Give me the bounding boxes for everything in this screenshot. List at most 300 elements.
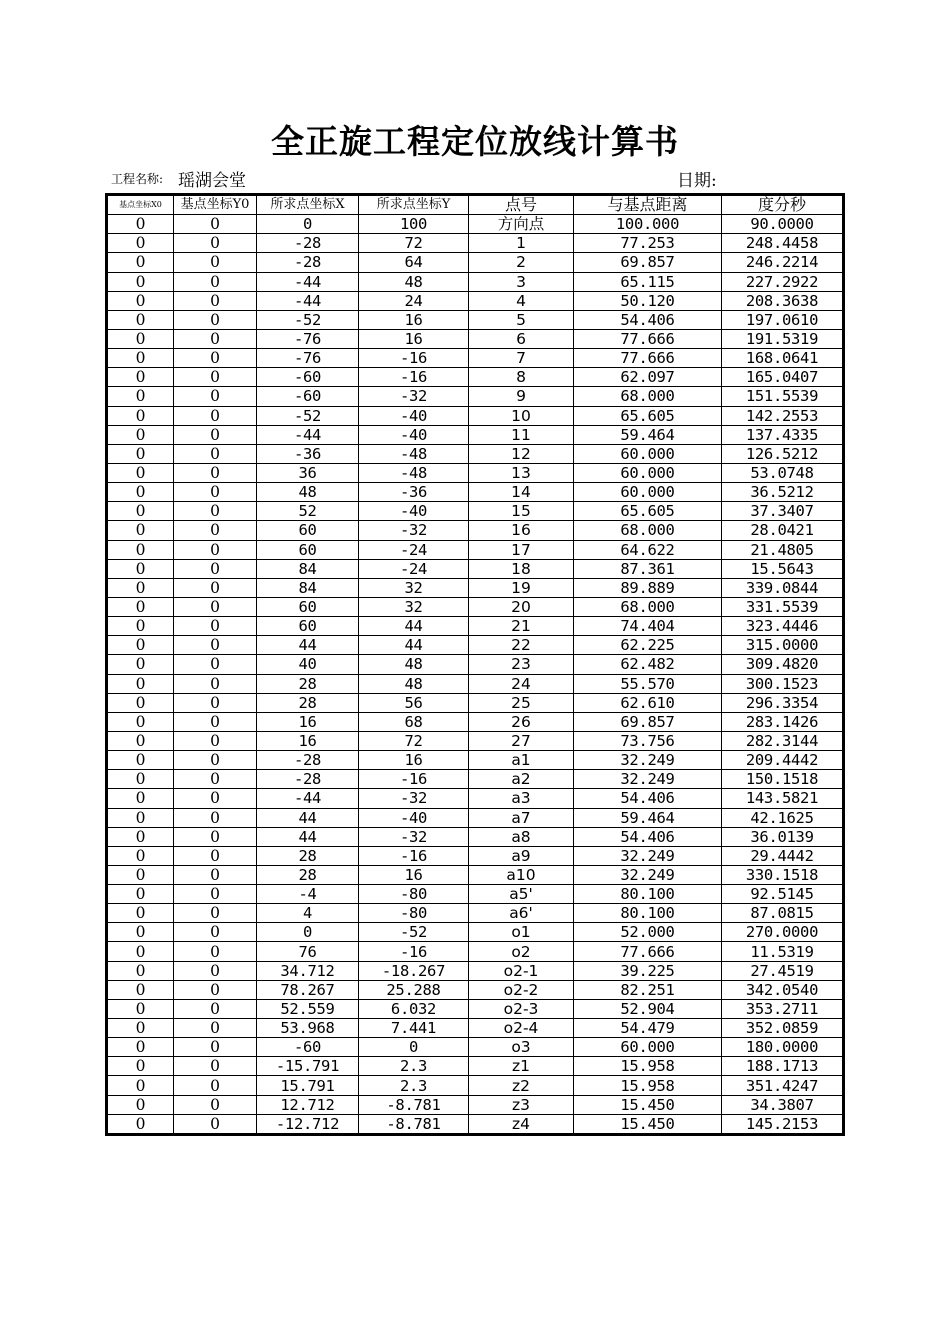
cell-base-x: 0 (107, 406, 174, 425)
cell-target-y: -52 (359, 923, 469, 942)
cell-angle: 296.3354 (722, 693, 844, 712)
cell-point-id: 17 (469, 540, 574, 559)
cell-target-y: 48 (359, 655, 469, 674)
cell-base-x: 0 (107, 751, 174, 770)
cell-point-id: a1 (469, 751, 574, 770)
cell-target-y: 72 (359, 731, 469, 750)
cell-target-x: -52 (257, 406, 359, 425)
table-row (107, 444, 844, 463)
cell-base-x: 0 (107, 712, 174, 731)
cell-target-y: 16 (359, 329, 469, 348)
cell-point-id: 22 (469, 636, 574, 655)
cell-base-x: 0 (107, 655, 174, 674)
cell-base-y: 0 (174, 751, 257, 770)
cell-base-y: 0 (174, 444, 257, 463)
cell-target-y: 100 (359, 215, 469, 234)
cell-base-y: 0 (174, 731, 257, 750)
cell-distance: 59.464 (574, 425, 722, 444)
cell-point-id: o2-4 (469, 1019, 574, 1038)
cell-target-y: -16 (359, 942, 469, 961)
cell-point-id: 24 (469, 674, 574, 693)
cell-target-y: 0 (359, 1038, 469, 1057)
header-target-x: 所求点坐标X (257, 195, 359, 215)
cell-point-id: 10 (469, 406, 574, 425)
table-row (107, 578, 844, 597)
cell-base-y: 0 (174, 272, 257, 291)
table-row (107, 483, 844, 502)
cell-target-y: -48 (359, 444, 469, 463)
cell-target-x: 84 (257, 559, 359, 578)
table-row (107, 846, 844, 865)
cell-angle: 351.4247 (722, 1076, 844, 1095)
cell-point-id: 1 (469, 234, 574, 253)
cell-distance: 77.666 (574, 349, 722, 368)
cell-angle: 53.0748 (722, 463, 844, 482)
cell-point-id: 27 (469, 731, 574, 750)
cell-point-id: a7 (469, 808, 574, 827)
cell-point-id: 23 (469, 655, 574, 674)
cell-target-x: 53.968 (257, 1019, 359, 1038)
cell-angle: 331.5539 (722, 597, 844, 616)
cell-target-x: 28 (257, 693, 359, 712)
project-name-label: 工程名称: (111, 172, 164, 186)
cell-target-y: -40 (359, 425, 469, 444)
table-row (107, 865, 844, 884)
cell-target-y: 56 (359, 693, 469, 712)
table-body (107, 215, 844, 1135)
cell-target-x: 78.267 (257, 980, 359, 999)
cell-base-x: 0 (107, 444, 174, 463)
cell-distance: 15.450 (574, 1114, 722, 1134)
cell-angle: 323.4446 (722, 617, 844, 636)
cell-target-y: -40 (359, 406, 469, 425)
cell-base-y: 0 (174, 885, 257, 904)
cell-base-y: 0 (174, 770, 257, 789)
cell-target-x: 60 (257, 617, 359, 636)
cell-target-x: 40 (257, 655, 359, 674)
cell-point-id: 20 (469, 597, 574, 616)
cell-base-x: 0 (107, 617, 174, 636)
cell-base-x: 0 (107, 674, 174, 693)
cell-distance: 54.406 (574, 827, 722, 846)
cell-target-y: 72 (359, 234, 469, 253)
cell-target-y: -24 (359, 559, 469, 578)
cell-angle: 248.4458 (722, 234, 844, 253)
cell-distance: 80.100 (574, 904, 722, 923)
cell-target-y: 7.441 (359, 1019, 469, 1038)
cell-distance: 65.115 (574, 272, 722, 291)
table-row (107, 961, 844, 980)
cell-base-y: 0 (174, 1019, 257, 1038)
cell-point-id: o2-2 (469, 980, 574, 999)
cell-base-y: 0 (174, 1095, 257, 1114)
cell-target-y: 48 (359, 674, 469, 693)
cell-target-x: 44 (257, 808, 359, 827)
table-row (107, 712, 844, 731)
table-row (107, 999, 844, 1018)
cell-base-y: 0 (174, 923, 257, 942)
cell-angle: 282.3144 (722, 731, 844, 750)
cell-target-y: -18.267 (359, 961, 469, 980)
cell-target-x: -52 (257, 310, 359, 329)
cell-base-x: 0 (107, 693, 174, 712)
cell-base-y: 0 (174, 253, 257, 272)
cell-angle: 165.0407 (722, 368, 844, 387)
table-row (107, 387, 844, 406)
cell-angle: 15.5643 (722, 559, 844, 578)
cell-base-x: 0 (107, 215, 174, 234)
cell-base-y: 0 (174, 942, 257, 961)
cell-base-x: 0 (107, 827, 174, 846)
cell-angle: 352.0859 (722, 1019, 844, 1038)
cell-base-y: 0 (174, 617, 257, 636)
cell-angle: 353.2711 (722, 999, 844, 1018)
cell-target-x: 0 (257, 215, 359, 234)
cell-target-x: 0 (257, 923, 359, 942)
cell-base-y: 0 (174, 712, 257, 731)
cell-point-id: z2 (469, 1076, 574, 1095)
cell-point-id: a9 (469, 846, 574, 865)
cell-point-id: o2-1 (469, 961, 574, 980)
cell-distance: 60.000 (574, 1038, 722, 1057)
cell-angle: 11.5319 (722, 942, 844, 961)
cell-point-id: 26 (469, 712, 574, 731)
cell-target-x: 34.712 (257, 961, 359, 980)
cell-target-y: -8.781 (359, 1114, 469, 1134)
cell-angle: 137.4335 (722, 425, 844, 444)
cell-angle: 227.2922 (722, 272, 844, 291)
cell-base-y: 0 (174, 1114, 257, 1134)
table-row (107, 368, 844, 387)
table-row (107, 463, 844, 482)
cell-angle: 145.2153 (722, 1114, 844, 1134)
cell-target-x: -60 (257, 368, 359, 387)
cell-distance: 39.225 (574, 961, 722, 980)
cell-target-x: -44 (257, 291, 359, 310)
cell-angle: 92.5145 (722, 885, 844, 904)
cell-base-y: 0 (174, 904, 257, 923)
cell-base-x: 0 (107, 559, 174, 578)
table-row (107, 636, 844, 655)
cell-point-id: o2-3 (469, 999, 574, 1018)
table-row (107, 253, 844, 272)
table-row (107, 1057, 844, 1076)
cell-base-y: 0 (174, 349, 257, 368)
cell-point-id: z4 (469, 1114, 574, 1134)
cell-target-x: 28 (257, 674, 359, 693)
cell-target-y: 24 (359, 291, 469, 310)
cell-distance: 77.666 (574, 329, 722, 348)
cell-distance: 32.249 (574, 751, 722, 770)
date-label: 日期: (677, 171, 717, 191)
cell-base-x: 0 (107, 272, 174, 291)
cell-base-y: 0 (174, 215, 257, 234)
cell-base-x: 0 (107, 291, 174, 310)
cell-target-x: 15.791 (257, 1076, 359, 1095)
cell-base-x: 0 (107, 502, 174, 521)
cell-base-y: 0 (174, 865, 257, 884)
cell-angle: 246.2214 (722, 253, 844, 272)
table-row (107, 693, 844, 712)
cell-target-y: 16 (359, 751, 469, 770)
cell-base-y: 0 (174, 291, 257, 310)
cell-base-y: 0 (174, 597, 257, 616)
cell-distance: 60.000 (574, 483, 722, 502)
cell-angle: 270.0000 (722, 923, 844, 942)
cell-base-y: 0 (174, 559, 257, 578)
cell-target-y: 32 (359, 597, 469, 616)
cell-base-y: 0 (174, 329, 257, 348)
cell-angle: 37.3407 (722, 502, 844, 521)
cell-distance: 77.253 (574, 234, 722, 253)
cell-base-y: 0 (174, 540, 257, 559)
cell-angle: 309.4820 (722, 655, 844, 674)
cell-point-id: 方向点 (469, 215, 574, 234)
cell-target-y: 32 (359, 578, 469, 597)
cell-distance: 87.361 (574, 559, 722, 578)
cell-target-x: 52 (257, 502, 359, 521)
cell-point-id: 11 (469, 425, 574, 444)
cell-base-y: 0 (174, 234, 257, 253)
cell-base-x: 0 (107, 1095, 174, 1114)
cell-target-x: 28 (257, 865, 359, 884)
cell-base-x: 0 (107, 253, 174, 272)
cell-point-id: a5' (469, 885, 574, 904)
table-row (107, 942, 844, 961)
cell-base-x: 0 (107, 942, 174, 961)
cell-distance: 15.450 (574, 1095, 722, 1114)
cell-angle: 34.3807 (722, 1095, 844, 1114)
cell-distance: 54.406 (574, 310, 722, 329)
cell-distance: 68.000 (574, 387, 722, 406)
project-name-value: 瑶湖会堂 (178, 171, 246, 191)
cell-angle: 330.1518 (722, 865, 844, 884)
cell-base-x: 0 (107, 1019, 174, 1038)
cell-angle: 28.0421 (722, 521, 844, 540)
cell-distance: 100.000 (574, 215, 722, 234)
cell-point-id: a6' (469, 904, 574, 923)
cell-target-y: -48 (359, 463, 469, 482)
cell-target-y: -24 (359, 540, 469, 559)
cell-target-y: -8.781 (359, 1095, 469, 1114)
cell-base-x: 0 (107, 349, 174, 368)
cell-angle: 90.0000 (722, 215, 844, 234)
cell-point-id: 2 (469, 253, 574, 272)
cell-base-y: 0 (174, 636, 257, 655)
cell-distance: 62.225 (574, 636, 722, 655)
cell-target-x: 52.559 (257, 999, 359, 1018)
header-base-x: 基点坐标X0 (107, 195, 174, 215)
table-row (107, 923, 844, 942)
cell-target-y: 16 (359, 865, 469, 884)
calculation-table (105, 193, 845, 1136)
cell-target-x: -76 (257, 349, 359, 368)
cell-target-x: -4 (257, 885, 359, 904)
cell-target-y: -32 (359, 521, 469, 540)
cell-target-y: 44 (359, 636, 469, 655)
table-row (107, 1076, 844, 1095)
table-row (107, 904, 844, 923)
cell-distance: 74.404 (574, 617, 722, 636)
cell-angle: 180.0000 (722, 1038, 844, 1057)
cell-target-y: 25.288 (359, 980, 469, 999)
cell-point-id: 9 (469, 387, 574, 406)
cell-target-x: 12.712 (257, 1095, 359, 1114)
cell-base-x: 0 (107, 731, 174, 750)
cell-base-x: 0 (107, 425, 174, 444)
cell-distance: 77.666 (574, 942, 722, 961)
cell-point-id: 7 (469, 349, 574, 368)
cell-point-id: o3 (469, 1038, 574, 1057)
cell-distance: 55.570 (574, 674, 722, 693)
cell-distance: 73.756 (574, 731, 722, 750)
cell-target-y: 6.032 (359, 999, 469, 1018)
cell-target-x: -44 (257, 789, 359, 808)
cell-base-x: 0 (107, 597, 174, 616)
cell-base-x: 0 (107, 1114, 174, 1134)
cell-distance: 69.857 (574, 253, 722, 272)
table-row (107, 789, 844, 808)
cell-target-y: -32 (359, 789, 469, 808)
cell-point-id: 25 (469, 693, 574, 712)
cell-base-y: 0 (174, 406, 257, 425)
table-row (107, 808, 844, 827)
cell-base-y: 0 (174, 502, 257, 521)
cell-target-x: 60 (257, 540, 359, 559)
cell-point-id: a3 (469, 789, 574, 808)
cell-distance: 54.406 (574, 789, 722, 808)
table-row (107, 502, 844, 521)
cell-base-x: 0 (107, 923, 174, 942)
cell-distance: 59.464 (574, 808, 722, 827)
cell-target-x: 36 (257, 463, 359, 482)
cell-base-y: 0 (174, 310, 257, 329)
cell-base-x: 0 (107, 904, 174, 923)
cell-point-id: 4 (469, 291, 574, 310)
cell-target-x: -44 (257, 425, 359, 444)
cell-base-x: 0 (107, 636, 174, 655)
cell-base-y: 0 (174, 827, 257, 846)
cell-base-y: 0 (174, 368, 257, 387)
cell-target-y: 16 (359, 310, 469, 329)
cell-angle: 315.0000 (722, 636, 844, 655)
cell-angle: 283.1426 (722, 712, 844, 731)
table-row (107, 674, 844, 693)
cell-target-x: 48 (257, 483, 359, 502)
cell-base-y: 0 (174, 425, 257, 444)
cell-base-y: 0 (174, 578, 257, 597)
cell-base-y: 0 (174, 808, 257, 827)
cell-base-y: 0 (174, 483, 257, 502)
cell-angle: 143.5821 (722, 789, 844, 808)
cell-base-x: 0 (107, 885, 174, 904)
cell-base-x: 0 (107, 770, 174, 789)
table-header-row (107, 195, 844, 215)
cell-target-y: -32 (359, 827, 469, 846)
cell-distance: 32.249 (574, 846, 722, 865)
cell-base-x: 0 (107, 463, 174, 482)
cell-distance: 15.958 (574, 1057, 722, 1076)
table-row (107, 731, 844, 750)
cell-target-y: -32 (359, 387, 469, 406)
cell-target-x: -15.791 (257, 1057, 359, 1076)
header-angle: 度分秒 (722, 195, 844, 215)
cell-base-y: 0 (174, 674, 257, 693)
cell-angle: 36.0139 (722, 827, 844, 846)
table-row (107, 425, 844, 444)
cell-point-id: 15 (469, 502, 574, 521)
cell-base-x: 0 (107, 808, 174, 827)
cell-target-x: -76 (257, 329, 359, 348)
cell-target-x: -28 (257, 234, 359, 253)
table-row (107, 215, 844, 234)
cell-angle: 29.4442 (722, 846, 844, 865)
cell-target-x: -44 (257, 272, 359, 291)
cell-point-id: 12 (469, 444, 574, 463)
table-row (107, 885, 844, 904)
cell-distance: 15.958 (574, 1076, 722, 1095)
table-row (107, 1114, 844, 1134)
cell-angle: 150.1518 (722, 770, 844, 789)
cell-base-x: 0 (107, 387, 174, 406)
cell-target-x: -28 (257, 770, 359, 789)
cell-target-y: 68 (359, 712, 469, 731)
page-title: 全正旋工程定位放线计算书 (271, 122, 679, 161)
cell-angle: 209.4442 (722, 751, 844, 770)
cell-distance: 60.000 (574, 463, 722, 482)
cell-base-x: 0 (107, 846, 174, 865)
cell-distance: 50.120 (574, 291, 722, 310)
table-row (107, 770, 844, 789)
table-row (107, 349, 844, 368)
cell-angle: 188.1713 (722, 1057, 844, 1076)
cell-target-y: -16 (359, 349, 469, 368)
cell-base-y: 0 (174, 387, 257, 406)
cell-base-y: 0 (174, 463, 257, 482)
header-target-y: 所求点坐标Y (359, 195, 469, 215)
cell-target-x: 44 (257, 636, 359, 655)
cell-base-x: 0 (107, 1076, 174, 1095)
cell-base-y: 0 (174, 521, 257, 540)
cell-distance: 89.889 (574, 578, 722, 597)
cell-base-y: 0 (174, 789, 257, 808)
cell-base-y: 0 (174, 846, 257, 865)
cell-target-y: 64 (359, 253, 469, 272)
cell-target-y: 48 (359, 272, 469, 291)
cell-angle: 197.0610 (722, 310, 844, 329)
cell-point-id: 5 (469, 310, 574, 329)
table-row (107, 751, 844, 770)
table-row (107, 1019, 844, 1038)
cell-target-y: -36 (359, 483, 469, 502)
cell-distance: 62.097 (574, 368, 722, 387)
cell-distance: 82.251 (574, 980, 722, 999)
cell-base-x: 0 (107, 521, 174, 540)
cell-base-x: 0 (107, 961, 174, 980)
cell-angle: 168.0641 (722, 349, 844, 368)
cell-angle: 36.5212 (722, 483, 844, 502)
cell-point-id: z1 (469, 1057, 574, 1076)
cell-base-x: 0 (107, 999, 174, 1018)
cell-target-y: 44 (359, 617, 469, 636)
cell-point-id: 3 (469, 272, 574, 291)
cell-target-x: 44 (257, 827, 359, 846)
cell-base-x: 0 (107, 329, 174, 348)
cell-target-y: 2.3 (359, 1057, 469, 1076)
header-base-y: 基点坐标Y0 (174, 195, 257, 215)
cell-angle: 339.0844 (722, 578, 844, 597)
table-row (107, 540, 844, 559)
